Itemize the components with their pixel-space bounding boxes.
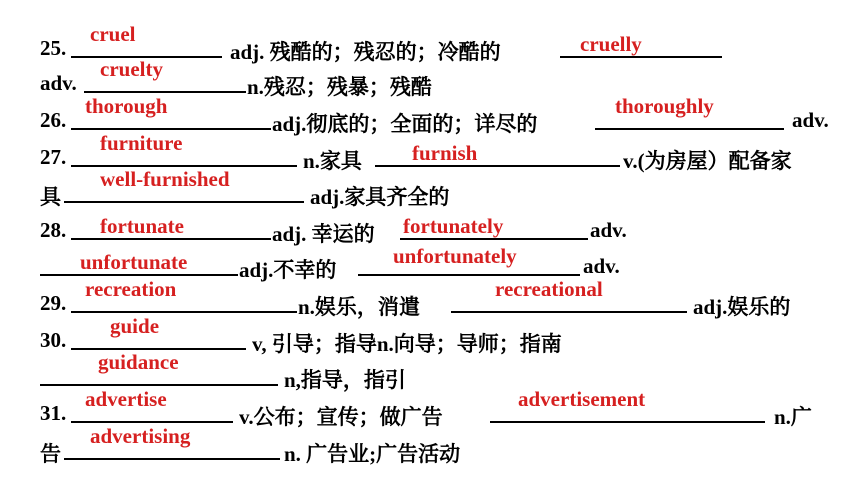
definition-text: n.娱乐，消遣 (298, 295, 420, 319)
row-27 (40, 131, 840, 173)
answer-blank (64, 458, 280, 460)
row-29 (40, 277, 840, 319)
definition-text: adj.娱乐的 (693, 295, 791, 319)
pos-label: adv. (40, 71, 77, 95)
answer-text: furnish (412, 141, 478, 165)
item-number: 27. (40, 145, 67, 169)
answer-blank (71, 421, 233, 423)
answer-text: fortunate (100, 214, 184, 238)
item-number: 31. (40, 401, 67, 425)
answer-blank (451, 311, 687, 313)
answer-text: recreation (85, 277, 177, 301)
answer-text: advertisement (518, 387, 646, 411)
row-31b (40, 424, 840, 466)
answer-text: cruelly (580, 32, 642, 56)
row-30 (40, 314, 840, 356)
answer-blank (64, 201, 304, 203)
definition-text: n,指导，指引 (284, 368, 406, 392)
definition-text: n.广 (774, 405, 812, 429)
row-27b (40, 167, 840, 209)
answer-text: fortunately (403, 214, 504, 238)
pos-label: 具 (40, 185, 61, 209)
pos-label: adv. (583, 254, 620, 278)
answer-blank (71, 128, 271, 130)
answer-text: well-furnished (100, 167, 230, 191)
answer-blank (595, 128, 784, 130)
item-number: 29. (40, 291, 67, 315)
item-number: 30. (40, 328, 67, 352)
item-number: 26. (40, 108, 67, 132)
answer-text: cruel (90, 22, 136, 46)
pos-label: 告 (40, 442, 61, 466)
definition-text: adj.家具齐全的 (310, 185, 450, 209)
answer-text: guidance (98, 350, 179, 374)
definition-text: adj. 残酷的；残忍的；冷酷的 (230, 40, 501, 64)
definition-text: n.残忍；残暴；残酷 (247, 75, 432, 99)
answer-blank (40, 384, 278, 386)
definition-text: n.家具 (303, 149, 362, 173)
answer-text: advertising (90, 424, 191, 448)
answer-blank (71, 311, 297, 313)
definition-text: v.公布；宣传；做广告 (239, 405, 443, 429)
answer-blank (358, 274, 580, 276)
answer-text: furniture (100, 131, 183, 155)
item-number: 25. (40, 36, 67, 60)
answer-text: thorough (85, 94, 168, 118)
row-28b (40, 240, 840, 282)
pos-label: adv. (792, 108, 829, 132)
pos-label: adv. (590, 218, 627, 242)
answer-blank (490, 421, 765, 423)
definition-text: n. 广告业;广告活动 (284, 442, 461, 466)
answer-text: advertise (85, 387, 167, 411)
row-28 (40, 204, 840, 246)
definition-text: v, 引导；指导n.向导；导师；指南 (252, 332, 562, 356)
row-25 (40, 22, 840, 64)
definition-text: adj. 幸运的 (272, 222, 375, 246)
definition-text: adj.彻底的；全面的；详尽的 (272, 112, 538, 136)
row-25b (40, 57, 840, 99)
row-26 (40, 94, 840, 136)
answer-text: recreational (495, 277, 603, 301)
answer-text: cruelty (100, 57, 163, 81)
answer-text: thoroughly (615, 94, 714, 118)
definition-text: v.(为房屋）配备家 (623, 149, 792, 173)
answer-text: unfortunate (80, 250, 188, 274)
answer-text: guide (110, 314, 160, 338)
answer-text: unfortunately (393, 244, 517, 268)
row-30b (40, 350, 840, 392)
row-31 (40, 387, 840, 429)
answer-blank (84, 91, 246, 93)
definition-text: adj.不幸的 (239, 258, 337, 282)
item-number: 28. (40, 218, 67, 242)
